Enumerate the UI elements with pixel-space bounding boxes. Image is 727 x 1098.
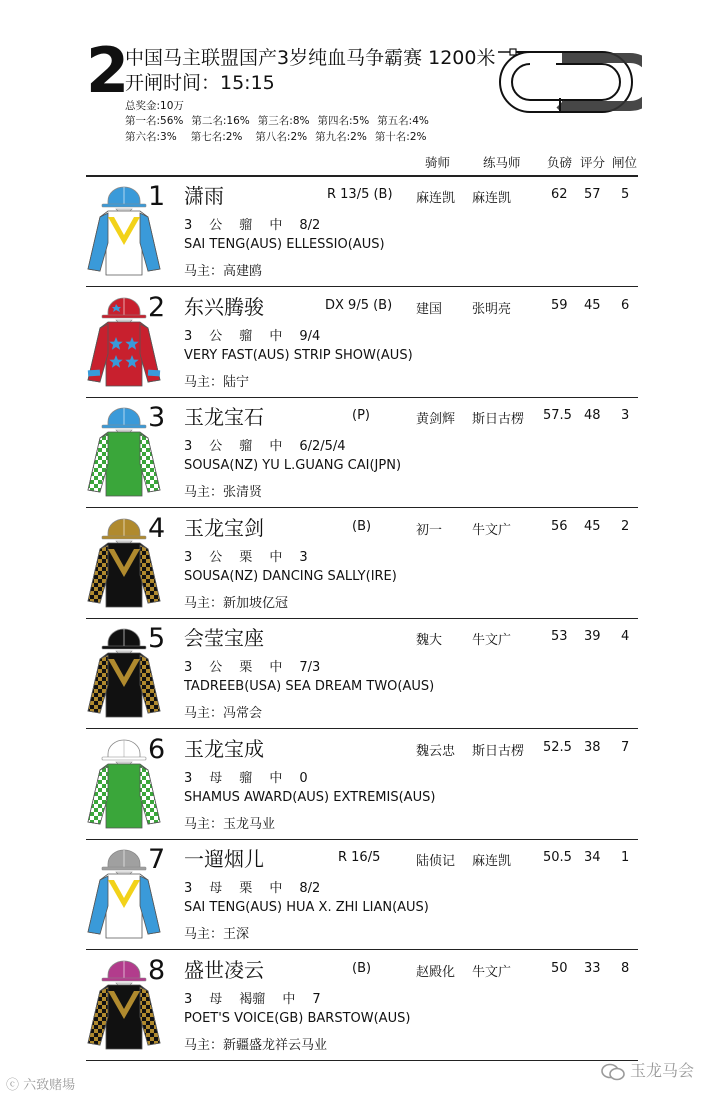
gear-info: (P) (352, 408, 370, 423)
origin: 中 (269, 218, 283, 233)
draw: 8 (621, 960, 630, 976)
origin: 中 (269, 660, 283, 675)
draw: 3 (621, 408, 630, 423)
sex: 公 (209, 549, 223, 565)
owner: 马主：新加坡亿冠 (184, 595, 289, 611)
gear-info: DX 9/5 (B) (325, 297, 393, 313)
prize-item: 第九名:2% (315, 131, 367, 143)
horse-info (184, 325, 337, 344)
horse-number: 1 (148, 181, 166, 212)
color: 骝 (239, 218, 253, 233)
horse-number: 8 (148, 954, 166, 986)
color: 栗 (239, 881, 253, 896)
horse-name: 会莹宝座 (184, 626, 264, 650)
trainer-name: 麻连凯 (472, 854, 512, 869)
horse-number: 5 (148, 623, 166, 654)
header-weight: 负磅 (547, 155, 573, 170)
jockey-name: 建国 (416, 301, 443, 317)
draw: 4 (621, 629, 630, 644)
breeding: SOUSA(NZ) YU L.GUANG CAI(JPN) (184, 458, 402, 473)
owner: 马主：高建鸥 (184, 264, 263, 279)
trainer-name: 牛文广 (472, 522, 512, 538)
form: 7/3 (299, 660, 321, 675)
breeding: POET'S VOICE(GB) BARSTOW(AUS) (184, 1010, 411, 1026)
age: 3 (184, 549, 193, 565)
horse-number: 4 (148, 512, 166, 544)
prize-item: 第七名:2% (190, 131, 243, 143)
age: 3 (184, 439, 193, 454)
rating: 33 (584, 960, 601, 976)
weight: 50.5 (543, 850, 572, 865)
weight: 56 (551, 518, 568, 534)
entry-row (86, 619, 638, 729)
color: 栗 (239, 660, 253, 675)
origin: 中 (269, 549, 283, 565)
trainer-name: 牛文广 (472, 633, 512, 648)
age: 3 (184, 328, 193, 344)
form: 8/2 (299, 881, 321, 896)
entry-row (86, 288, 638, 398)
wechat-icon (600, 1062, 626, 1082)
form: 9/4 (299, 328, 321, 344)
prize-row-1 (125, 114, 437, 128)
watermark-right-text: 玉龙马会 (630, 1061, 695, 1080)
horse-info (184, 988, 338, 1007)
sex: 公 (209, 660, 223, 675)
sex: 公 (209, 439, 223, 454)
sex: 母 (209, 770, 223, 786)
weight: 57.5 (543, 408, 572, 423)
breeding: VERY FAST(AUS) STRIP SHOW(AUS) (184, 347, 413, 363)
prize-row-2 (125, 130, 435, 144)
jockey-name: 赵殿化 (416, 964, 456, 980)
prize-item: 第二名:16% (191, 115, 250, 127)
rating: 45 (584, 297, 601, 313)
horse-name: 盛世凌云 (184, 957, 264, 982)
form: 6/2/5/4 (299, 439, 346, 454)
draw: 7 (621, 739, 630, 755)
entry-row (86, 951, 638, 1061)
color: 骝 (239, 328, 253, 344)
sex: 母 (209, 991, 223, 1007)
header-draw: 闸位 (612, 155, 638, 170)
form: 0 (299, 770, 308, 786)
watermark-right (600, 1058, 694, 1082)
prize-item: 第三名:8% (257, 115, 310, 127)
entry-row (86, 398, 638, 508)
origin: 中 (269, 770, 283, 786)
entry-row (86, 840, 638, 950)
horse-info (184, 656, 337, 675)
track-diagram-icon (490, 46, 642, 118)
prize-item: 第五名:4% (377, 115, 429, 127)
horse-info (184, 435, 363, 454)
color: 骝 (239, 770, 253, 786)
origin: 中 (282, 991, 296, 1007)
weight: 62 (551, 187, 568, 202)
header-rating: 评分 (580, 155, 606, 170)
weight: 52.5 (543, 739, 572, 755)
owner: 马主：冯常会 (184, 706, 263, 721)
color: 栗 (239, 549, 253, 565)
horse-number: 6 (148, 733, 166, 765)
header-jockey: 骑师 (425, 155, 451, 170)
sex: 公 (209, 328, 223, 344)
rating: 57 (584, 187, 601, 202)
rating: 45 (584, 518, 601, 534)
rating: 38 (584, 739, 601, 755)
sex: 公 (209, 218, 223, 233)
horse-info (184, 214, 337, 233)
horse-name: 玉龙宝成 (184, 736, 264, 761)
trainer-name: 麻连凯 (472, 191, 512, 206)
age: 3 (184, 770, 193, 786)
race-title: 中国马主联盟国产3岁纯血马争霸赛 1200米 (125, 47, 496, 69)
entry-row (86, 730, 638, 840)
draw: 2 (621, 518, 630, 534)
horse-info (184, 767, 325, 786)
breeding: TADREEB(USA) SEA DREAM TWO(AUS) (184, 679, 435, 694)
jockey-name: 初一 (416, 522, 443, 538)
jockey-name: 魏云忠 (416, 743, 456, 759)
owner: 马主：玉龙马业 (184, 816, 276, 832)
horse-name: 玉龙宝石 (184, 405, 264, 429)
entry-row (86, 509, 638, 619)
divider (86, 1060, 638, 1061)
rating: 48 (584, 408, 601, 423)
horse-info (184, 546, 325, 565)
origin: 中 (269, 328, 283, 344)
breeding: SOUSA(NZ) DANCING SALLY(IRE) (184, 568, 397, 584)
jockey-name: 陆侦记 (416, 854, 456, 869)
age: 3 (184, 660, 193, 675)
draw: 6 (621, 297, 630, 313)
owner: 马主：新疆盛龙祥云马业 (184, 1037, 328, 1053)
jockey-name: 魏大 (416, 633, 443, 648)
origin: 中 (269, 881, 283, 896)
color: 骝 (239, 439, 253, 454)
breeding: SAI TENG(AUS) ELLESSIO(AUS) (184, 237, 385, 252)
gear-info: R 13/5 (B) (327, 187, 393, 202)
prize-item: 第八名:2% (255, 131, 308, 143)
draw: 1 (621, 850, 630, 865)
form: 7 (312, 991, 321, 1007)
form: 3 (299, 549, 308, 565)
age: 3 (184, 881, 193, 896)
breeding: SHAMUS AWARD(AUS) EXTREMIS(AUS) (184, 789, 436, 805)
purse: 总奖金:10万 (125, 100, 184, 112)
header-trainer: 练马师 (483, 155, 521, 170)
trainer-name: 张明亮 (472, 301, 512, 317)
gear-info: R 16/5 (338, 850, 381, 865)
origin: 中 (269, 439, 283, 454)
gear-info: (B) (352, 960, 372, 976)
rating: 34 (584, 850, 601, 865)
entry-row (86, 177, 638, 287)
horse-number: 7 (148, 844, 166, 875)
post-time: 开闸时间：15:15 (125, 72, 275, 94)
trainer-name: 斯日古楞 (472, 412, 525, 427)
owner: 马主：陆宁 (184, 374, 250, 390)
jockey-name: 黄剑辉 (416, 412, 456, 427)
horse-number: 3 (148, 402, 166, 433)
horse-name: 东兴腾骏 (184, 294, 264, 319)
weight: 50 (551, 960, 568, 976)
watermark-left-text: 六致赌場 (23, 1078, 76, 1093)
owner: 马主：张清贤 (184, 485, 263, 500)
horse-name: 一遛烟儿 (184, 847, 264, 871)
weight: 59 (551, 297, 568, 313)
trainer-name: 斯日古楞 (472, 743, 525, 759)
prize-item: 第六名:3% (125, 131, 177, 143)
weight: 53 (551, 629, 568, 644)
horse-name: 潇雨 (184, 184, 224, 208)
prize-item: 第一名:56% (125, 115, 184, 127)
rating: 39 (584, 629, 601, 644)
draw: 5 (621, 187, 630, 202)
horse-name: 玉龙宝剑 (184, 515, 264, 540)
age: 3 (184, 218, 193, 233)
horse-number: 2 (148, 291, 166, 323)
owner: 马主：王深 (184, 927, 250, 942)
sex: 母 (209, 881, 223, 896)
gear-info: (B) (352, 518, 372, 534)
trainer-name: 牛文广 (472, 964, 512, 980)
breeding: SAI TENG(AUS) HUA X. ZHI LIAN(AUS) (184, 900, 429, 915)
watermark-left: ⓒ 六致赌場 (6, 1078, 76, 1093)
prize-item: 第十名:2% (374, 131, 427, 143)
color: 褐骝 (239, 991, 266, 1007)
race-number: 2 (86, 34, 128, 107)
jockey-name: 麻连凯 (416, 191, 456, 206)
form: 8/2 (299, 218, 321, 233)
horse-info (184, 877, 337, 896)
prize-item: 第四名:5% (317, 115, 370, 127)
age: 3 (184, 991, 193, 1007)
